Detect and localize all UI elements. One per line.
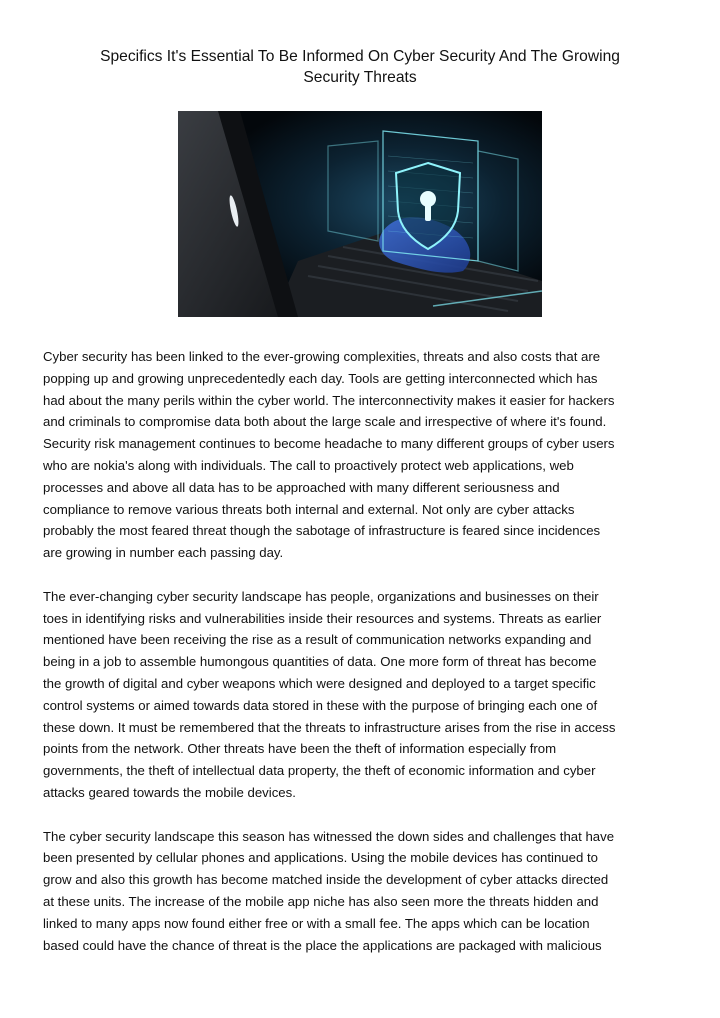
paragraph-line: based could have the chance of threat is the place the applications are packaged with malicious (43, 937, 602, 953)
paragraph-line: points from the network. Other threats have been the theft of information especially from (43, 741, 557, 757)
paragraph-line: grow and also this growth has become matched inside the development of cyber attacks directed (43, 872, 609, 888)
paragraph-line: governments, the theft of intellectual data property, the theft of economic information and cyber (43, 763, 596, 779)
paragraph-line: been presented by cellular phones and applications. Using the mobile devices has continued to (43, 850, 598, 866)
paragraph-line: attacks geared towards the mobile devices. (43, 784, 296, 800)
paragraph (43, 826, 683, 957)
cyber-security-photo (178, 111, 542, 317)
paragraph-line: probably the most feared threat though the sabotage of infrastructure is feared since incidences (43, 523, 601, 539)
paragraph-line: being in a job to assemble humongous quantities of data. One more form of threat has become (43, 654, 597, 670)
paragraph-line: and criminals to compromise data both about the large scale and irrespective of where it's found. (43, 414, 607, 430)
paragraph-line: Security risk management continues to become headache to many different groups of cyber users (43, 436, 615, 452)
document-title (40, 46, 680, 88)
article-body (43, 346, 683, 978)
paragraph-line: The ever-changing cyber security landscape has people, organizations and businesses on their (43, 588, 599, 604)
paragraph-line: linked to many apps now found either free or with a small fee. The apps which can be location (43, 915, 590, 931)
paragraph-line: these down. It must be remembered that the threats to infrastructure arises from the rise in access (43, 719, 616, 735)
paragraph-line: control systems or aimed towards data stored in these with the purpose of bringing each one of (43, 697, 598, 713)
paragraph-line: had about the many perils within the cyber world. The interconnectivity makes it easier for hackers (43, 392, 615, 408)
paragraph-line: the growth of digital and cyber weapons which were designed and deployed to a target specific (43, 675, 596, 691)
title-line: Security Threats (303, 69, 417, 86)
paragraph-line: popping up and growing unprecedentedly each day. Tools are getting interconnected which has (43, 370, 598, 386)
paragraph-line: at these units. The increase of the mobile app niche has also seen more the threats hidden and (43, 893, 599, 909)
paragraph-line: who are nokia's along with individuals. The call to proactively protect web applications, web (43, 457, 574, 473)
paragraph-line: mentioned have been receiving the rise as a result of communication networks expanding and (43, 632, 592, 648)
paragraph-line: are growing in number each passing day. (43, 545, 284, 561)
paragraph-line: compliance to remove various threats both internal and external. Not only are cyber attacks (43, 501, 575, 517)
paragraph (43, 586, 683, 804)
paragraph-line: processes and above all data has to be approached with many different seriousness and (43, 479, 560, 495)
title-line: Specifics It's Essential To Be Informed On Cyber Security And The Growing (100, 48, 620, 65)
paragraph (43, 346, 683, 564)
paragraph-line: Cyber security has been linked to the ever-growing complexities, threats and also costs that are (43, 349, 601, 364)
hero-image (178, 111, 542, 317)
paragraph-line: The cyber security landscape this season has witnessed the down sides and challenges that have (43, 828, 615, 844)
paragraph-line: toes in identifying risks and vulnerabilities inside their resources and systems. Threats as earlier (43, 610, 602, 626)
